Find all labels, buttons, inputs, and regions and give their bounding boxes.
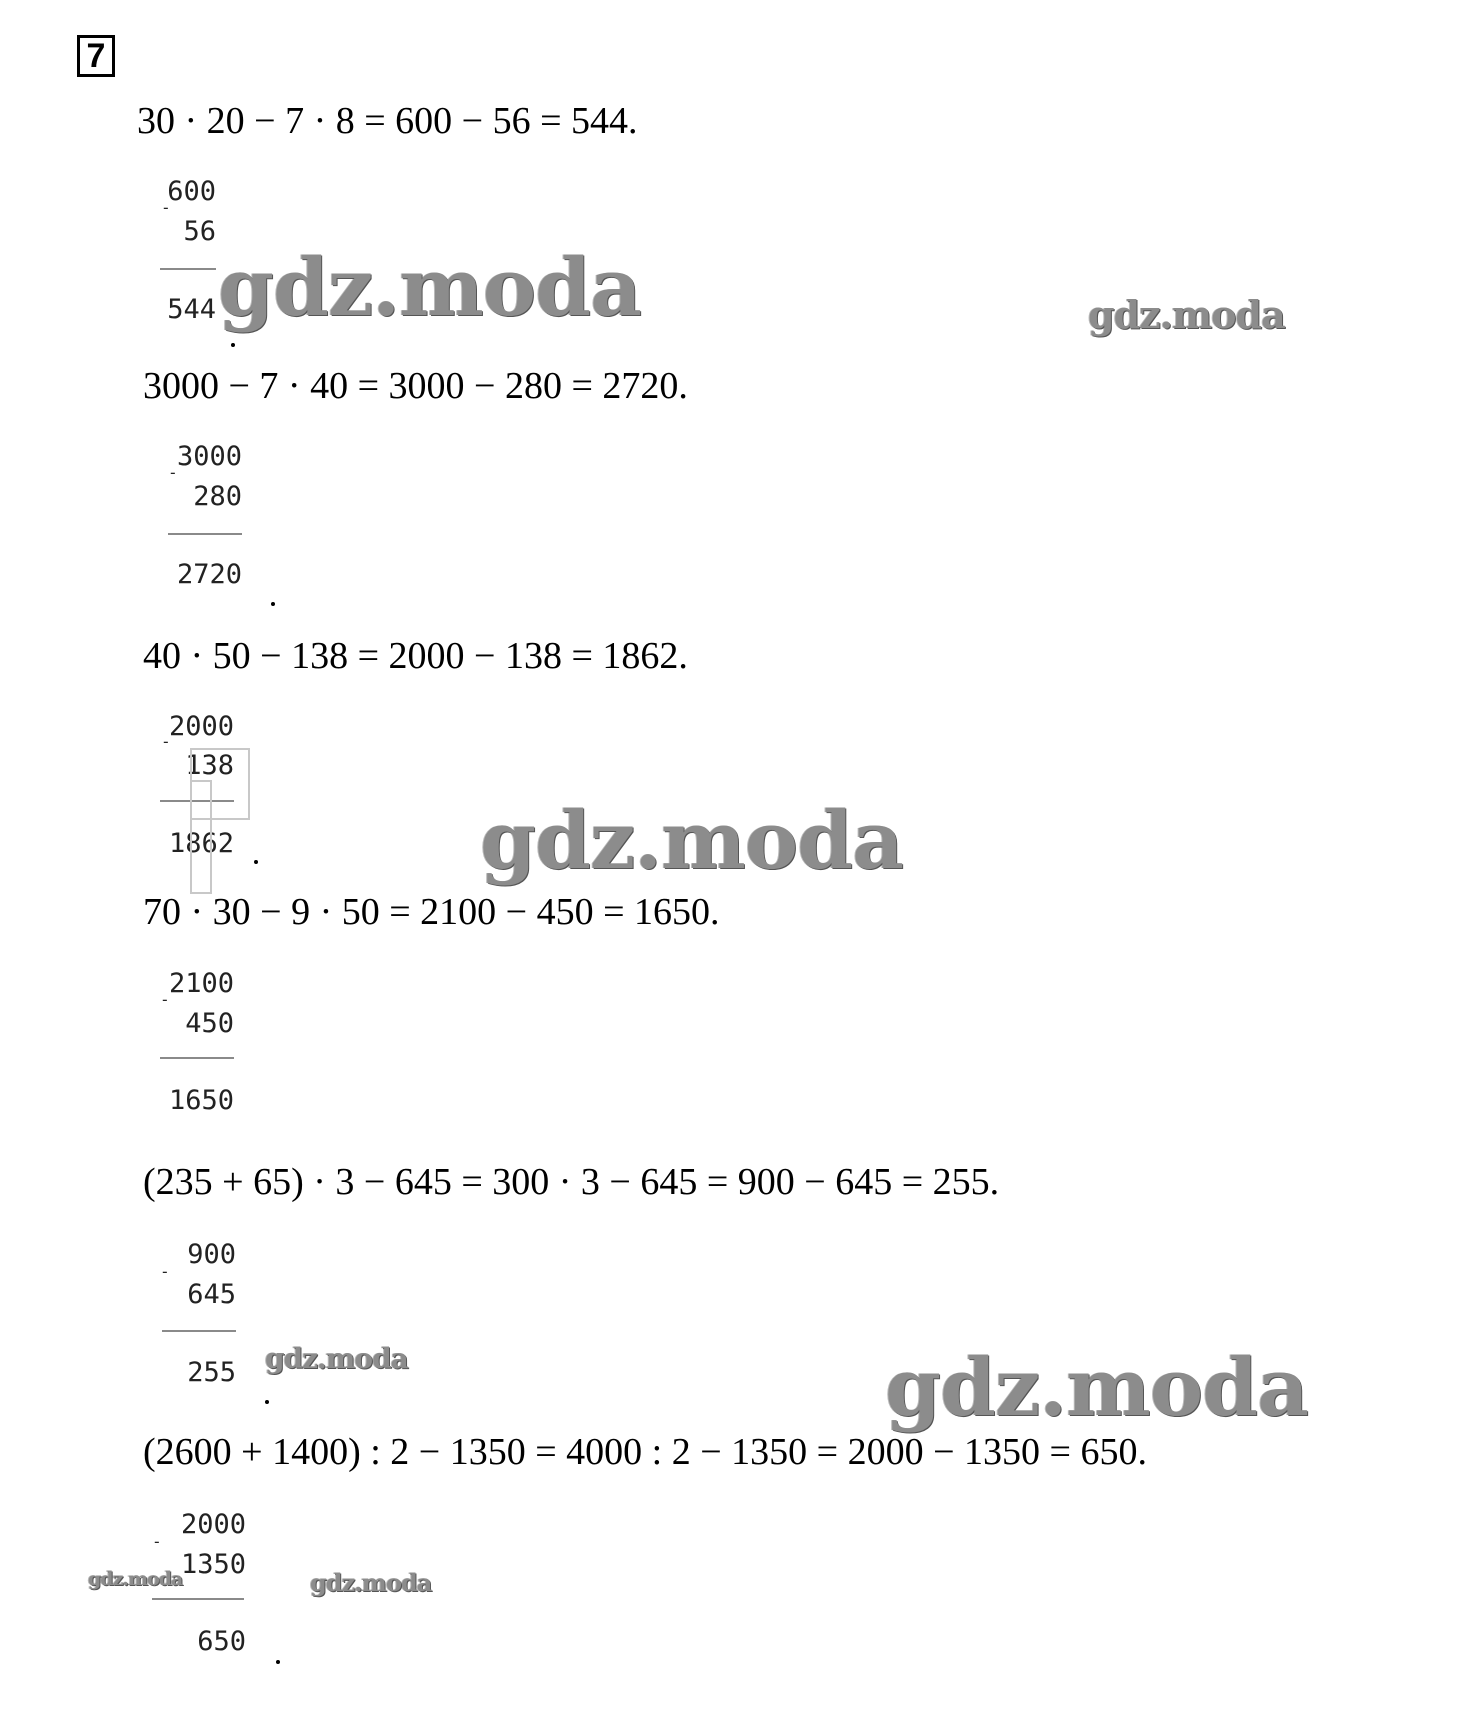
equation-3: 40 · 50 − 138 = 2000 − 138 = 1862. bbox=[143, 635, 688, 677]
period-dot-5 bbox=[265, 1400, 269, 1404]
watermark-logo: gdz.moda bbox=[88, 1568, 183, 1590]
subtrahend-1: 56 bbox=[183, 216, 216, 247]
equation-5: (235 + 65) · 3 − 645 = 300 · 3 − 645 = 900 − 645 = 255. bbox=[143, 1161, 1000, 1203]
result-3: 1862 bbox=[168, 828, 234, 859]
result-line-6 bbox=[152, 1598, 244, 1600]
minuend-2: 3000 bbox=[176, 441, 242, 472]
result-line-5 bbox=[162, 1330, 236, 1332]
period-dot-2 bbox=[271, 602, 275, 606]
result-5: 255 bbox=[187, 1357, 236, 1388]
minuend-3: 2000 bbox=[168, 711, 234, 742]
subtrahend-4: 450 bbox=[185, 1008, 234, 1039]
task-number: 7 bbox=[77, 35, 115, 77]
minus-sign-4: - bbox=[160, 990, 170, 1009]
watermark-logo: gdz.moda bbox=[480, 793, 903, 887]
result-6: 650 bbox=[197, 1626, 246, 1657]
watermark-logo: gdz.moda bbox=[310, 1568, 432, 1597]
result-line-1 bbox=[160, 268, 216, 270]
equation-4: 70 · 30 − 9 · 50 = 2100 − 450 = 1650. bbox=[143, 891, 720, 933]
minuend-4: 2100 bbox=[168, 968, 234, 999]
period-dot-6 bbox=[276, 1660, 280, 1664]
subtrahend-5: 645 bbox=[187, 1279, 236, 1310]
minuend-6: 2000 bbox=[180, 1509, 246, 1540]
minuend-5: 900 bbox=[187, 1239, 236, 1270]
subtrahend-6: 1350 bbox=[180, 1549, 246, 1580]
watermark-logo: gdz.moda bbox=[1088, 292, 1285, 337]
minuend-1: 600 bbox=[167, 176, 216, 207]
result-2: 2720 bbox=[176, 559, 242, 590]
result-1: 544 bbox=[167, 294, 216, 325]
subtrahend-3: 138 bbox=[185, 750, 234, 781]
minus-sign-2: - bbox=[168, 463, 178, 482]
result-line-4 bbox=[160, 1057, 234, 1059]
minus-sign-5: - bbox=[160, 1262, 170, 1281]
equation-2: 3000 − 7 · 40 = 3000 − 280 = 2720. bbox=[143, 365, 688, 407]
ghost-artifact-bar bbox=[190, 780, 212, 894]
result-4: 1650 bbox=[168, 1085, 234, 1116]
minus-sign-3: - bbox=[161, 732, 171, 751]
result-line-2 bbox=[168, 533, 242, 535]
watermark-logo: gdz.moda bbox=[265, 1342, 408, 1375]
watermark-logo: gdz.moda bbox=[218, 240, 641, 334]
watermark-logo: gdz.moda bbox=[885, 1340, 1308, 1434]
minus-sign-6: - bbox=[152, 1532, 162, 1551]
subtrahend-2: 280 bbox=[193, 481, 242, 512]
equation-6: (2600 + 1400) : 2 − 1350 = 4000 : 2 − 1350 = 2000 − 1350 = 650. bbox=[143, 1431, 1147, 1473]
minus-sign-1: - bbox=[161, 198, 171, 217]
period-dot-1 bbox=[231, 343, 235, 347]
period-dot-3 bbox=[254, 860, 258, 864]
equation-1: 30 · 20 − 7 · 8 = 600 − 56 = 544. bbox=[137, 100, 638, 142]
